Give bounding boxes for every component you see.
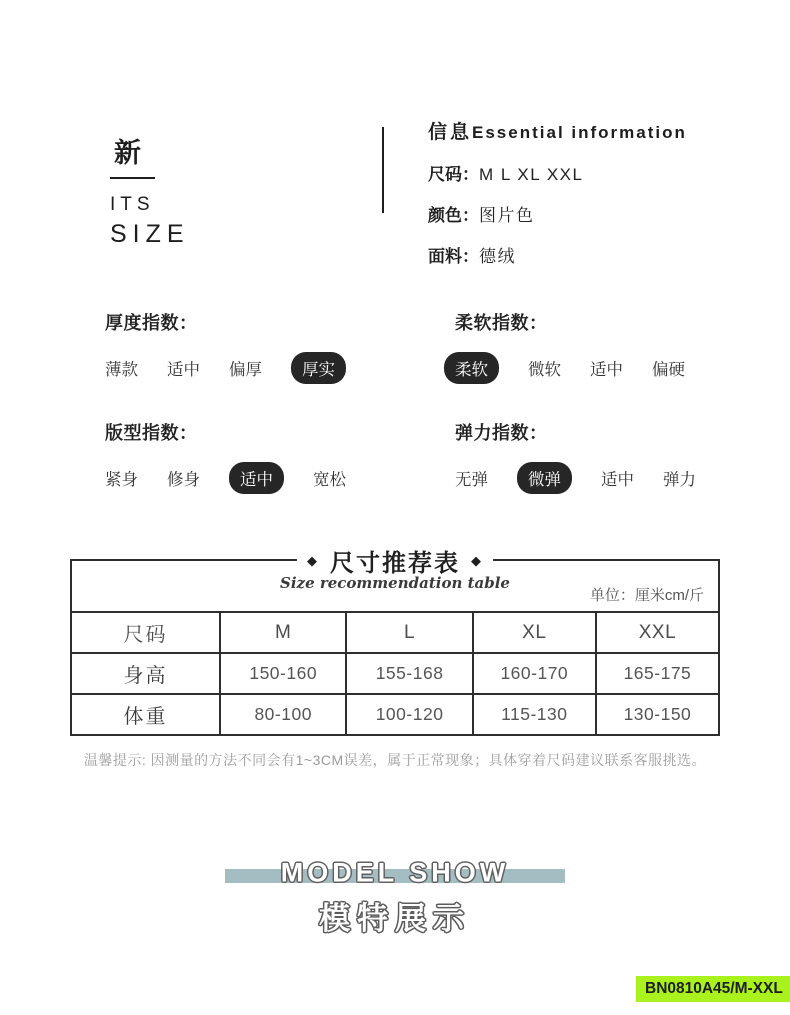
thickness-index-block: [105, 309, 346, 384]
option-soft-active: 柔软: [444, 352, 499, 384]
option-regular-active: 适中: [229, 462, 284, 494]
thickness-index-label: 厚度指数：: [105, 313, 198, 333]
sku-badge: BN0810A45/M-XXL: [636, 976, 790, 1002]
vertical-divider: [382, 127, 384, 213]
size-grid-cell: 160-170: [473, 653, 596, 694]
size-table-title: [297, 543, 493, 578]
thickness-index-options: [105, 352, 346, 384]
option-stretchy: 弹力: [663, 471, 696, 489]
size-grid-row-label: 身高: [71, 653, 220, 694]
info-row-color: [428, 201, 687, 226]
size-grid-cell: 100-120: [346, 694, 472, 735]
essential-info-block: [428, 117, 687, 267]
softness-index-label: 柔软指数：: [455, 313, 548, 333]
size-table-unit: 单位：厘米cm/斤: [589, 587, 704, 604]
info-row-fabric-value: 德绒: [479, 247, 516, 266]
size-grid-header-cell: 尺码: [71, 612, 220, 653]
option-thick-active: 厚实: [291, 352, 346, 384]
size-recommendation-table: [70, 549, 720, 736]
size-grid-header-cell: M: [220, 612, 346, 653]
stretch-index-label: 弹力指数：: [455, 423, 548, 443]
info-row-size-label: 尺码：: [428, 165, 479, 184]
option-slim: 修身: [167, 471, 200, 489]
softness-index-block: [455, 309, 685, 384]
size-grid-cell: 115-130: [473, 694, 596, 735]
info-row-fabric-label: 面料：: [428, 247, 479, 266]
option-medium: 适中: [167, 361, 200, 379]
essential-info-heading: [428, 117, 687, 144]
model-show-bar: [225, 857, 565, 888]
size-grid-header-cell: L: [346, 612, 472, 653]
stretch-index-options: [455, 462, 696, 494]
size-grid-height-row: [71, 653, 719, 694]
size-grid-cell: 165-175: [596, 653, 719, 694]
option-thicker: 偏厚: [229, 361, 262, 379]
info-row-color-label: 颜色：: [428, 206, 479, 225]
softness-index-options: [444, 352, 685, 384]
brand-block: [110, 131, 190, 249]
fit-index-label: 版型指数：: [105, 423, 198, 443]
fit-index-block: [105, 419, 346, 494]
size-grid-header-cell: XXL: [596, 612, 719, 653]
option-thin: 薄款: [105, 361, 138, 379]
option-medium: 适中: [590, 361, 623, 379]
model-show-title-zh: 模特展示: [319, 901, 471, 936]
info-row-fabric: [428, 242, 687, 267]
size-grid-header-cell: XL: [473, 612, 596, 653]
size-table-subtitle-script: Size recommendation table: [280, 574, 510, 592]
fit-index-options: [105, 462, 346, 494]
option-no-stretch: 无弹: [455, 471, 488, 489]
size-grid-cell: 150-160: [220, 653, 346, 694]
info-row-size-value: M L XL XXL: [479, 165, 584, 184]
essential-info-heading-en: Essential information: [472, 123, 687, 142]
info-row-size: [428, 160, 687, 185]
size-grid-header-row: [71, 612, 719, 653]
diamond-icon: ◆: [307, 552, 319, 568]
brand-hanzi: 新: [110, 131, 155, 179]
diamond-icon: ◆: [471, 552, 483, 568]
option-loose: 宽松: [313, 471, 346, 489]
stretch-index-block: [455, 419, 696, 494]
size-grid-cell: 130-150: [596, 694, 719, 735]
warm-tip-note: 温馨提示: 因测量的方法不同会有1~3CM误差，属于正常现象；具体穿着尺码建议联系客服挑选。: [83, 752, 707, 768]
size-grid: [70, 611, 720, 736]
option-slight-stretch-active: 微弹: [517, 462, 572, 494]
model-show-title-en: MODEL SHOW: [280, 857, 510, 888]
size-table-title-text: 尺寸推荐表: [330, 549, 460, 577]
option-slightly-soft: 微软: [528, 361, 561, 379]
option-harder: 偏硬: [652, 361, 685, 379]
size-grid-weight-row: [71, 694, 719, 735]
option-tight: 紧身: [105, 471, 138, 489]
size-grid-cell: 155-168: [346, 653, 472, 694]
size-grid-row-label: 体重: [71, 694, 220, 735]
essential-info-heading-zh: 信息: [428, 122, 473, 143]
brand-line-its: ITS: [110, 194, 155, 215]
option-medium: 适中: [601, 471, 634, 489]
info-row-color-value: 图片色: [479, 206, 535, 225]
size-table-header-band: [70, 549, 720, 611]
brand-line-size: SIZE: [110, 220, 190, 248]
size-grid-cell: 80-100: [220, 694, 346, 735]
